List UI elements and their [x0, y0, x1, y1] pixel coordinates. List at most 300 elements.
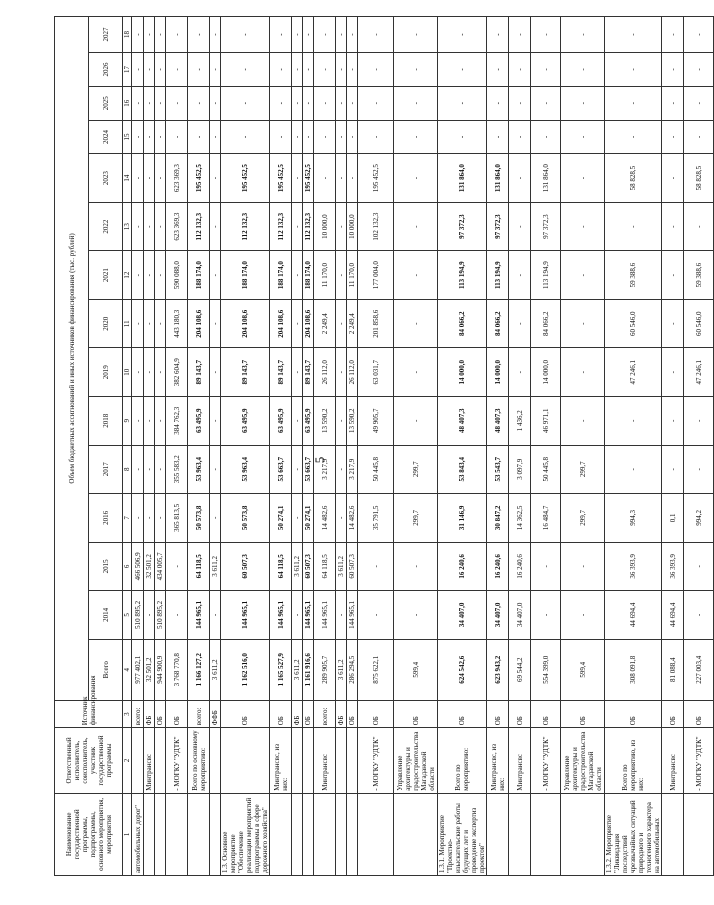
row-value: -	[347, 154, 358, 203]
row-value: 34 407,0	[438, 591, 487, 640]
header-index-col: 1	[123, 793, 132, 875]
row-value: -	[132, 17, 144, 53]
header-index-col: 11	[123, 299, 132, 348]
table-row	[292, 17, 303, 876]
row-value: -	[509, 202, 531, 251]
row-value: 355 583,2	[166, 445, 188, 494]
row-value: -	[336, 53, 347, 87]
row-value: 26 112,0	[314, 348, 336, 397]
row-value: 131 864,0	[487, 154, 509, 203]
row-value: -	[662, 53, 684, 87]
row-value: 1 161 916,6	[303, 639, 314, 700]
header-index-col: 6	[123, 542, 132, 591]
row-value: -	[155, 299, 166, 348]
row-value: -	[270, 53, 292, 87]
row-value: -	[336, 494, 347, 543]
table-row	[531, 17, 561, 876]
table-row	[509, 17, 531, 876]
row-value: -	[394, 348, 438, 397]
row-value: -	[314, 17, 336, 53]
row-value: -	[144, 348, 155, 397]
table-row	[188, 17, 210, 876]
row-value: -	[394, 591, 438, 640]
row-value: -	[210, 251, 221, 300]
row-value: -	[155, 202, 166, 251]
row-value: 3 217,9	[314, 445, 336, 494]
row-value: -	[394, 251, 438, 300]
row-value: -	[605, 86, 662, 120]
row-value: -	[561, 397, 605, 446]
header-index-col: 12	[123, 251, 132, 300]
row-source: всего:	[314, 700, 336, 727]
row-value: -	[292, 348, 303, 397]
row-value: -	[144, 445, 155, 494]
row-value: 994,3	[605, 494, 662, 543]
row-value: 2 249,4	[347, 299, 358, 348]
header-source: Источник финансирования	[55, 700, 123, 727]
row-value: 3 611,2	[292, 639, 303, 700]
row-value: -	[336, 299, 347, 348]
row-value: -	[509, 299, 531, 348]
row-value: -	[358, 591, 394, 640]
row-executor: Всего по основному мероприятию:	[188, 728, 210, 793]
row-value: -	[605, 445, 662, 494]
row-value: -	[336, 591, 347, 640]
row-value: 434 005,7	[155, 542, 166, 591]
header-year-col: 2027	[89, 17, 123, 53]
row-value: 60 546,0	[605, 299, 662, 348]
row-value: 3 611,2	[336, 639, 347, 700]
row-value: -	[509, 154, 531, 203]
row-value: 26 112,0	[347, 348, 358, 397]
row-value: 53 543,7	[487, 445, 509, 494]
row-value: 44 694,4	[605, 591, 662, 640]
row-name	[303, 793, 314, 875]
row-value: -	[684, 202, 714, 251]
header-index-col: 7	[123, 494, 132, 543]
row-source: ОБ	[358, 700, 394, 727]
header-year-col: 2014	[89, 591, 123, 640]
row-value: -	[144, 120, 155, 154]
row-value: -	[292, 86, 303, 120]
row-value: -	[336, 120, 347, 154]
header-index-col: 13	[123, 202, 132, 251]
row-value: -	[132, 120, 144, 154]
row-value: -	[188, 53, 210, 87]
row-value: 994,2	[684, 494, 714, 543]
row-value: -	[303, 17, 314, 53]
row-value: -	[509, 17, 531, 53]
row-value: 32 501,2	[144, 639, 155, 700]
row-value: 144 965,1	[303, 591, 314, 640]
row-value: 89 143,7	[221, 348, 270, 397]
row-value: -	[270, 120, 292, 154]
row-value: -	[303, 86, 314, 120]
row-value: 204 108,6	[303, 299, 314, 348]
row-value: 13 590,2	[314, 397, 336, 446]
row-value: 16 240,6	[509, 542, 531, 591]
row-value: 112 132,3	[221, 202, 270, 251]
row-executor: Минтрансвс, из них:	[270, 728, 292, 793]
row-executor	[221, 728, 270, 793]
row-value: 623 369,3	[166, 202, 188, 251]
row-value: -	[438, 17, 487, 53]
row-value: -	[684, 445, 714, 494]
row-source: ФБ	[292, 700, 303, 727]
table-row	[347, 17, 358, 876]
row-value: 53 663,7	[303, 445, 314, 494]
row-value: 50 274,1	[303, 494, 314, 543]
row-value: 59 388,6	[605, 251, 662, 300]
row-value: 3 611,2	[336, 542, 347, 591]
row-value: -	[303, 53, 314, 87]
row-source: ОБ	[662, 700, 684, 727]
row-value: -	[662, 397, 684, 446]
row-value: 81 088,4	[662, 639, 684, 700]
row-value: -	[132, 494, 144, 543]
row-executor	[303, 728, 314, 793]
row-value: -	[487, 53, 509, 87]
row-name	[166, 793, 188, 875]
row-value: 144 965,1	[347, 591, 358, 640]
row-value: -	[394, 53, 438, 87]
row-name	[155, 793, 166, 875]
row-executor: Управление архитектуры и градостроительства Магаданской области	[561, 728, 605, 793]
row-source: ОБ	[166, 700, 188, 727]
row-source: ОБ	[303, 700, 314, 727]
row-value: -	[605, 397, 662, 446]
row-value: -	[531, 591, 561, 640]
row-value: -	[132, 86, 144, 120]
row-value: -	[292, 591, 303, 640]
row-value: -	[188, 120, 210, 154]
row-value: -	[509, 251, 531, 300]
row-executor: Минтрансвс	[144, 728, 155, 793]
row-value: -	[438, 53, 487, 87]
row-value: 112 132,3	[270, 202, 292, 251]
row-value: -	[662, 120, 684, 154]
row-name	[188, 793, 210, 875]
row-value: 36 393,9	[605, 542, 662, 591]
row-value: -	[210, 348, 221, 397]
row-value: -	[210, 202, 221, 251]
row-value: -	[531, 120, 561, 154]
row-value: 624 542,6	[438, 639, 487, 700]
row-executor	[132, 728, 144, 793]
row-executor: - МОГКУ "УДТК"	[684, 728, 714, 793]
row-value: 11 170,0	[347, 251, 358, 300]
row-value: -	[509, 86, 531, 120]
row-value: -	[531, 86, 561, 120]
row-value: 53 963,4	[221, 445, 270, 494]
row-value: -	[336, 154, 347, 203]
row-value: -	[292, 154, 303, 203]
row-name	[336, 793, 347, 875]
row-name	[561, 793, 605, 875]
row-value: -	[394, 154, 438, 203]
row-executor: Минтрансвс	[662, 728, 684, 793]
row-value: -	[270, 86, 292, 120]
row-value: -	[210, 397, 221, 446]
row-value: -	[561, 591, 605, 640]
row-value: -	[561, 86, 605, 120]
table-row	[487, 17, 509, 876]
table-row	[394, 17, 438, 876]
page-number: 5	[312, 456, 327, 464]
row-executor: Всего по мероприятию:	[438, 728, 487, 793]
row-value: -	[155, 397, 166, 446]
row-value: -	[155, 86, 166, 120]
row-value: -	[684, 17, 714, 53]
header-index-col: 4	[123, 639, 132, 700]
row-value: 188 174,0	[303, 251, 314, 300]
row-value: -	[292, 251, 303, 300]
row-executor: - МОГКУ "УДТК"	[531, 728, 561, 793]
row-value: 554 399,0	[531, 639, 561, 700]
row-value: 64 118,5	[314, 542, 336, 591]
row-value: -	[336, 445, 347, 494]
row-value: 47 246,1	[684, 348, 714, 397]
row-value: -	[336, 348, 347, 397]
row-executor	[292, 728, 303, 793]
row-value: 144 965,1	[270, 591, 292, 640]
table-row	[210, 17, 221, 876]
row-value: 144 965,1	[314, 591, 336, 640]
row-value: 63 495,9	[221, 397, 270, 446]
budget-table	[54, 16, 714, 876]
row-value: 195 452,5	[188, 154, 210, 203]
row-value: -	[166, 17, 188, 53]
row-value: 14 482,6	[314, 494, 336, 543]
row-value: 60 546,0	[684, 299, 714, 348]
row-value: -	[270, 17, 292, 53]
row-value: 59 388,6	[684, 251, 714, 300]
row-source: ОБ	[684, 700, 714, 727]
header-year-col: 2026	[89, 53, 123, 87]
row-source: ОБ	[487, 700, 509, 727]
row-executor: Всего по мероприятию, из них:	[605, 728, 662, 793]
row-source: ОБ	[221, 700, 270, 727]
row-value: 50 573,8	[188, 494, 210, 543]
row-value: 195 452,5	[270, 154, 292, 203]
row-value: -	[561, 542, 605, 591]
row-value: 64 118,5	[188, 542, 210, 591]
row-value: 384 762,3	[166, 397, 188, 446]
row-value: -	[662, 17, 684, 53]
row-value: -	[394, 202, 438, 251]
row-value: -	[292, 494, 303, 543]
row-value: -	[210, 445, 221, 494]
row-value: 47 246,1	[605, 348, 662, 397]
row-value: 63 031,7	[358, 348, 394, 397]
row-value: -	[531, 17, 561, 53]
row-name	[270, 793, 292, 875]
header-index-col: 3	[123, 700, 132, 727]
row-value: -	[487, 17, 509, 53]
row-value: -	[394, 86, 438, 120]
row-value: 188 174,0	[188, 251, 210, 300]
row-value: -	[155, 445, 166, 494]
row-source: ОБ	[561, 700, 605, 727]
row-value: 60 507,3	[221, 542, 270, 591]
table-row	[662, 17, 684, 876]
row-value: 1 166 127,2	[188, 639, 210, 700]
row-value: -	[561, 251, 605, 300]
header-index-col: 5	[123, 591, 132, 640]
row-value: -	[144, 202, 155, 251]
row-value: -	[166, 591, 188, 640]
table-row	[221, 17, 270, 876]
header-index-col: 9	[123, 397, 132, 446]
row-name: автомобильных дорог"	[132, 793, 144, 875]
row-value: -	[509, 120, 531, 154]
row-value: 3 611,2	[292, 542, 303, 591]
row-value: -	[292, 202, 303, 251]
row-value: -	[394, 542, 438, 591]
row-value: -	[561, 154, 605, 203]
row-value: -	[144, 154, 155, 203]
row-value: 14 362,5	[509, 494, 531, 543]
row-value: 299,7	[394, 494, 438, 543]
row-value: 177 004,0	[358, 251, 394, 300]
row-value: -	[144, 86, 155, 120]
row-value: 84 066,2	[487, 299, 509, 348]
row-value: -	[394, 120, 438, 154]
row-value: 30 847,2	[487, 494, 509, 543]
row-value: 44 694,4	[662, 591, 684, 640]
row-name	[292, 793, 303, 875]
row-name	[531, 793, 561, 875]
row-value: 60 507,3	[303, 542, 314, 591]
header-year-col: 2025	[89, 86, 123, 120]
header-year-col: 2015	[89, 542, 123, 591]
row-source: ОБ	[270, 700, 292, 727]
row-value: 443 180,3	[166, 299, 188, 348]
row-value: 299,7	[561, 445, 605, 494]
header-year-col: 2019	[89, 348, 123, 397]
row-value: 3 611,2	[210, 639, 221, 700]
row-value: 50 445,8	[358, 445, 394, 494]
row-value: 49 905,7	[358, 397, 394, 446]
table-row	[605, 17, 662, 876]
row-value: 131 864,0	[438, 154, 487, 203]
row-value: 944 900,9	[155, 639, 166, 700]
table-row	[132, 17, 144, 876]
row-name	[358, 793, 394, 875]
row-value: 50 573,8	[221, 494, 270, 543]
row-value: 977 402,1	[132, 639, 144, 700]
row-executor: - МОГКУ "УДТК"	[358, 728, 394, 793]
row-value: -	[155, 494, 166, 543]
row-value: 227 003,4	[684, 639, 714, 700]
row-value: 0,1	[662, 494, 684, 543]
row-value: 875 622,1	[358, 639, 394, 700]
row-value: -	[210, 494, 221, 543]
row-value: 188 174,0	[270, 251, 292, 300]
row-value: -	[144, 494, 155, 543]
row-source: ФФБ	[210, 700, 221, 727]
row-value: 204 108,6	[270, 299, 292, 348]
row-value: -	[561, 299, 605, 348]
row-value: -	[188, 86, 210, 120]
row-value: -	[292, 445, 303, 494]
row-value: -	[347, 86, 358, 120]
row-value: 365 813,5	[166, 494, 188, 543]
row-value: -	[314, 53, 336, 87]
row-value: -	[210, 120, 221, 154]
header-year-col: Всего	[89, 639, 123, 700]
row-name: 1.3. Основное мероприятие "Обеспечение реализации мероприятий подпрограммы в сфере дорожного хозяйства"	[221, 793, 270, 875]
row-source: всего:	[188, 700, 210, 727]
row-value: 113 194,9	[487, 251, 509, 300]
header-year-col: 2017	[89, 445, 123, 494]
header-executor: Ответственный исполнитель, соисполнитель, участник государственной программы	[55, 728, 123, 793]
row-value: -	[336, 86, 347, 120]
row-source: ОБ	[155, 700, 166, 727]
row-source: ОБ	[394, 700, 438, 727]
header-year-col: 2024	[89, 120, 123, 154]
table-row	[438, 17, 487, 876]
row-value: 84 066,2	[531, 299, 561, 348]
header-year-col: 2023	[89, 154, 123, 203]
table-row	[561, 17, 605, 876]
row-source: ОБ	[531, 700, 561, 727]
row-value: -	[155, 154, 166, 203]
row-executor	[347, 728, 358, 793]
row-value: -	[605, 53, 662, 87]
row-name	[210, 793, 221, 875]
row-value: -	[166, 120, 188, 154]
row-executor: - МОГКУ "УДТК"	[166, 728, 188, 793]
row-value: -	[132, 348, 144, 397]
header-year-col: 2020	[89, 299, 123, 348]
row-value: -	[144, 53, 155, 87]
row-value: 14 000,0	[438, 348, 487, 397]
row-value: 144 965,1	[221, 591, 270, 640]
row-value: -	[155, 120, 166, 154]
row-value: -	[605, 202, 662, 251]
row-value: -	[221, 86, 270, 120]
row-value: -	[561, 202, 605, 251]
row-value: 1 162 516,0	[221, 639, 270, 700]
row-value: 10 000,0	[347, 202, 358, 251]
row-source: ОБ	[509, 700, 531, 727]
row-value: -	[144, 299, 155, 348]
row-value: -	[155, 53, 166, 87]
row-value: -	[221, 17, 270, 53]
row-value: 195 452,5	[221, 154, 270, 203]
row-value: -	[684, 53, 714, 87]
row-value: -	[155, 348, 166, 397]
row-name	[509, 793, 531, 875]
row-value: -	[662, 251, 684, 300]
row-value: -	[662, 299, 684, 348]
row-value: 16 240,6	[438, 542, 487, 591]
row-value: -	[605, 120, 662, 154]
row-executor	[155, 728, 166, 793]
row-value: -	[358, 542, 394, 591]
row-value: 89 143,7	[303, 348, 314, 397]
row-value: 466 506,9	[132, 542, 144, 591]
row-executor	[336, 728, 347, 793]
table-row	[314, 17, 336, 876]
row-value: -	[438, 120, 487, 154]
row-value: -	[684, 397, 714, 446]
row-value: 590 088,0	[166, 251, 188, 300]
row-value: -	[221, 53, 270, 87]
row-value: 286 294,5	[347, 639, 358, 700]
row-value: -	[144, 591, 155, 640]
